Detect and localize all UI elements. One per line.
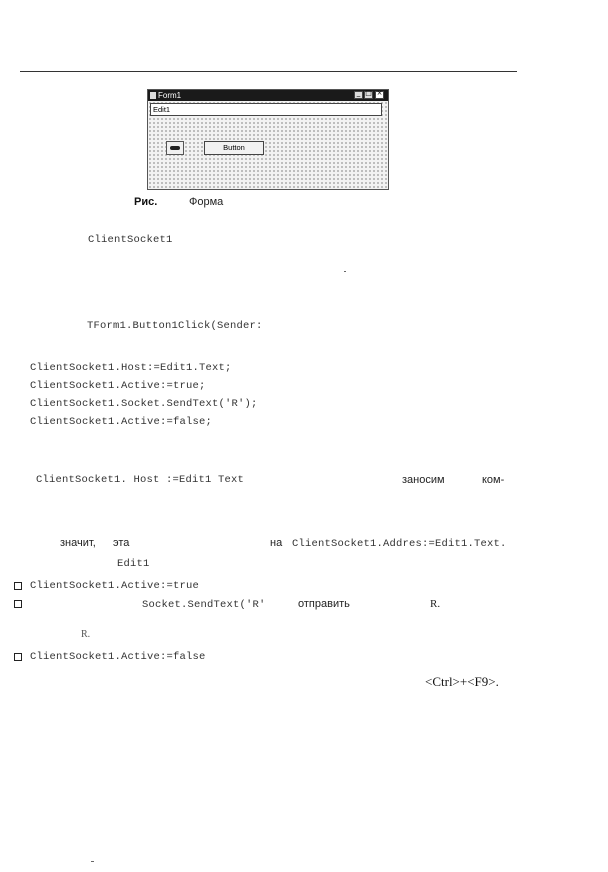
bullet-1-text: ClientSocket1.Active:=true (30, 580, 200, 592)
figure-caption-label: Рис. (134, 196, 158, 208)
word-eta: эта (113, 537, 130, 549)
addres-statement: ClientSocket1.Addres:=Edit1.Text. (292, 538, 507, 550)
bullet-2-code: Socket.SendText('R' (142, 599, 266, 611)
bullet-2-r: R. (430, 598, 441, 610)
word-kom: ком- (482, 474, 505, 486)
r-note: R. (81, 629, 91, 640)
form-window (147, 89, 389, 190)
bullet-3-text: ClientSocket1.Active:=false (30, 651, 206, 663)
button-click-line: TForm1.Button1Click(Sender: (87, 320, 263, 332)
close-icon[interactable]: × (376, 89, 383, 97)
bullet-square (14, 600, 22, 608)
form-client-area (148, 101, 388, 189)
word-na: на (270, 537, 283, 549)
form-title-bar (148, 90, 388, 101)
code-line: ClientSocket1.Socket.SendText('R'); (30, 398, 258, 410)
bullet-square (14, 582, 22, 590)
speck (344, 271, 346, 272)
word-znachit: значит, (60, 537, 96, 549)
client-socket-icon[interactable] (166, 141, 184, 155)
maximize-icon[interactable]: □ (365, 89, 372, 97)
app-icon (150, 92, 156, 99)
speck (91, 861, 94, 862)
word-zanosim: заносим (402, 474, 445, 486)
code-line: ClientSocket1.Active:=true; (30, 380, 206, 392)
form-button[interactable]: Button (204, 141, 264, 155)
bullet-square (14, 653, 22, 661)
edit1-input[interactable]: Edit1 (150, 103, 382, 116)
key-combo: <Ctrl>+<F9>. (425, 674, 499, 689)
figure-caption-text: Форма (189, 196, 224, 208)
code-line: ClientSocket1.Active:=false; (30, 416, 213, 428)
code-line: ClientSocket1.Host:=Edit1.Text; (30, 362, 232, 374)
form-title: Form1 (158, 91, 182, 100)
minimize-icon[interactable]: _ (354, 91, 363, 99)
edit1-ref: Edit1 (117, 558, 150, 570)
header-rule (20, 71, 517, 72)
host-statement: ClientSocket1. Host :=Edit1 Text (36, 474, 245, 486)
client-socket-line: ClientSocket1 (88, 234, 173, 246)
bullet-2-word: отправить (298, 598, 350, 610)
